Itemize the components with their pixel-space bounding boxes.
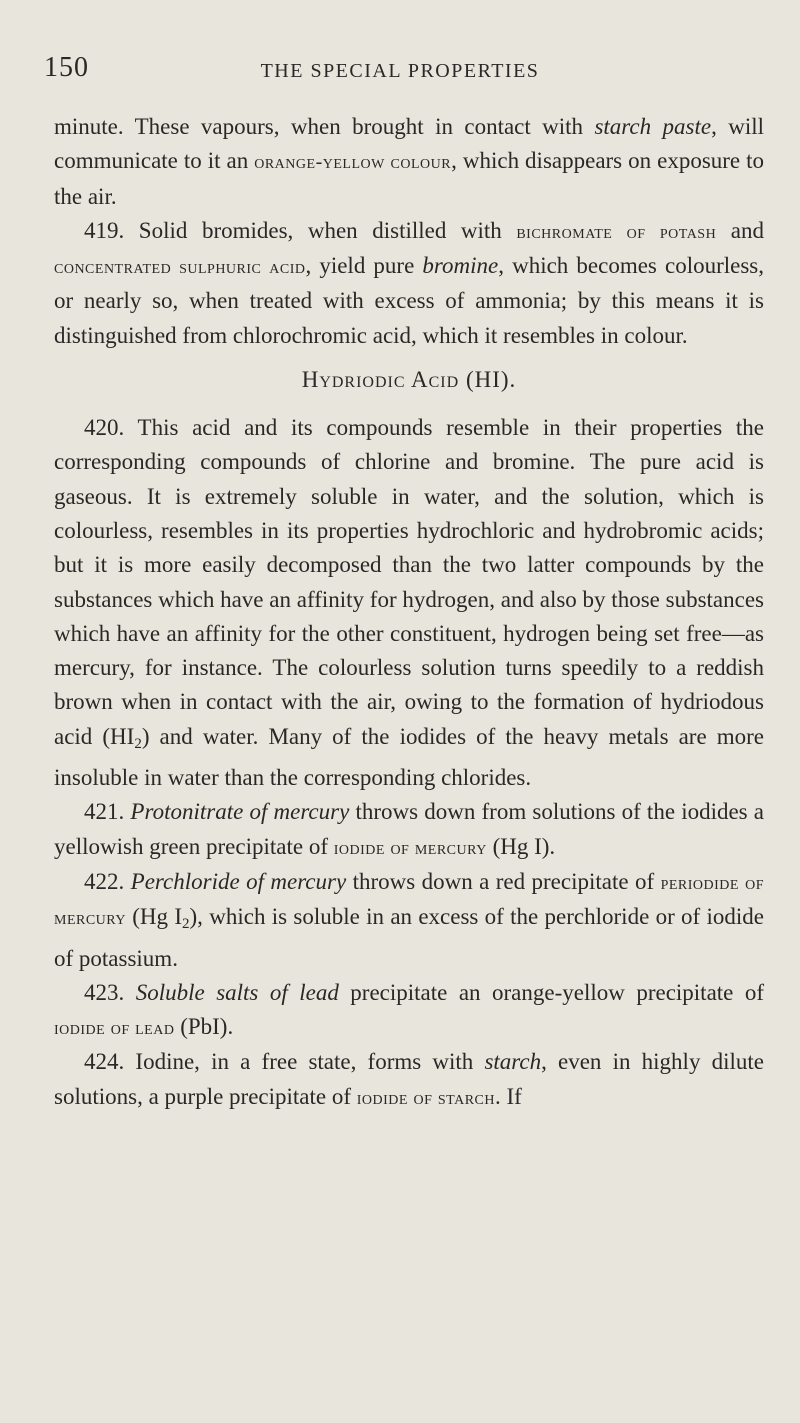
running-title: THE SPECIAL PROPERTIES (260, 60, 540, 82)
running-head (0, 52, 800, 92)
paragraph-419: 419. Solid bromides, when distilled with bichromate of potash and concentrated sulphuric acid, yield pure bromine, which becomes colourless, or nearly so, when treated with excess of ammonia; by this means it is distinguished from chlorochromic acid, which it resembles in colour. (54, 217, 765, 348)
paragraph-423: 423. Soluble salts of lead precipitate an orange-yellow precipitate of iodide of lead (PbI). (54, 979, 765, 1040)
paragraph-424: 424. Iodine, in a free state, forms with starch, even in highly dilute solutions, a purple precipitate of iodide of starch. If (54, 1049, 765, 1109)
paragraph-421: 421. Protonitrate of mercury throws down from solutions of the iodides a yellowish green precipitate of iodide of mercury (Hg I). (54, 799, 765, 859)
page-body (54, 110, 764, 1115)
page-number: 150 (44, 52, 89, 83)
paragraph-continued: minute. These vapours, when brought in contact with starch paste, will communicate to it an orange-yellow colour, which disappears on exposure to the air. (54, 114, 765, 209)
section-heading: Hydriodic Acid (HI). (301, 367, 517, 393)
paragraph-422: 422. Perchloride of mercury throws down a red precipitate of periodide of mercury (Hg $I_2$), which is soluble in an excess of the perchloride or of iodide of potassium. (54, 868, 765, 971)
paragraph-420: 420. This acid and its compounds resemble in their properties the corresponding compounds of chlorine and bromine. The pure acid is gaseous. It is extremely soluble in water, and the solution, which is colourless, resembles in its properties hydrochloric and hydrobromic acids; but it is more easily decomposed than the two latter compounds by the substances which have an affinity for hydrogen, and also by those substances which have an affinity for the other constituent, hydrogen being set free—as mercury, for instance. The colourless solution turns speedily to a reddish brown when in contact with the air, owing to the formation of hydriodous acid $(HI_2)$ and water. Many of the iodides of the heavy metals are more insoluble in water than the corresponding chlorides. (54, 415, 764, 791)
